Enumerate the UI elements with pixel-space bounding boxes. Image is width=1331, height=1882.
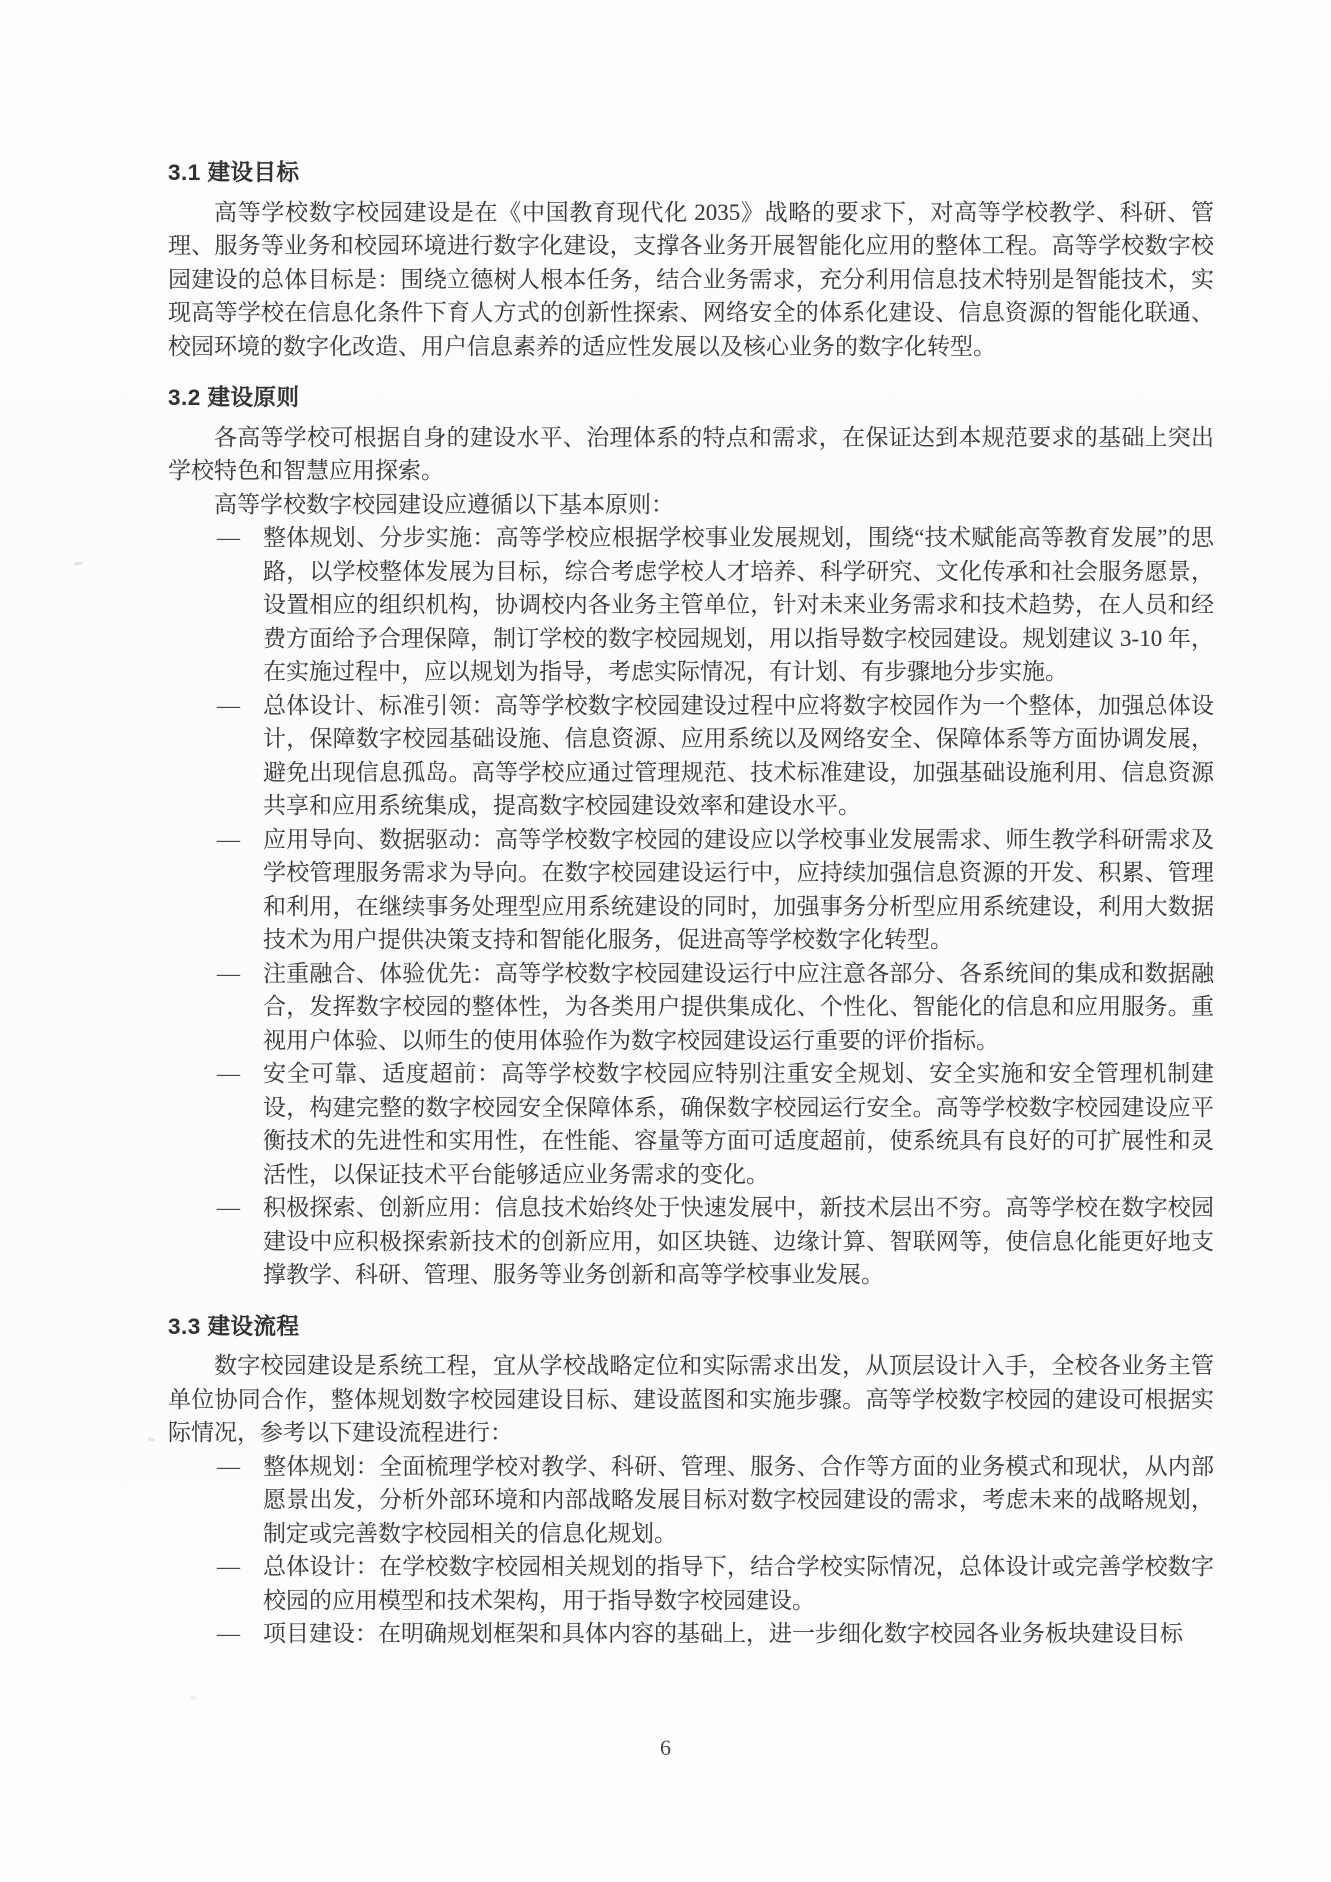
page-content — [168, 156, 1214, 1651]
bullet-item — [168, 689, 1214, 823]
principles-bullet-list — [168, 521, 1214, 1292]
body-paragraph: 高等学校数字校园建设是在《中国教育现代化 2035》战略的要求下，对高等学校教学、科研、管理、服务等业务和校园环境进行数字化建设，支撑各业务开展智能化应用的整体工程。高等学校数字校园建设的总体目标是：围绕立德树人根本任务，结合业务需求，充分利用信息技术特别是智能技术，实现高等学校在信息化条件下育人方式的创新性探索、网络安全的体系化建设、信息资源的智能化联通、校园环境的数字化改造、用户信息素养的适应性发展以及核心业务的数字化转型。 — [168, 199, 1214, 359]
bullet-item — [168, 1617, 1214, 1651]
bullet-dash-marker: — — [217, 525, 240, 550]
section-heading: 3.2 建设原则 — [168, 385, 300, 410]
bullet-text: 注重融合、体验优先：高等学校数字校园建设运行中应注意各部分、各系统间的集成和数据融合，发挥数字校园的整体性，为各类用户提供集成化、个性化、智能化的信息和应用服务。重视用户体验、以师生的使用体验作为数字校园建设运行重要的评价指标。 — [263, 960, 1214, 1053]
scan-artifact — [190, 1696, 196, 1700]
section-heading: 3.1 建设目标 — [168, 160, 300, 185]
page-number: 6 — [660, 1735, 671, 1760]
bullet-dash-marker: — — [217, 1195, 240, 1220]
bullet-item — [168, 823, 1214, 957]
body-paragraph: 高等学校数字校园建设应遵循以下基本原则： — [214, 491, 674, 517]
bullet-item — [168, 1550, 1214, 1617]
scan-artifact — [148, 1437, 155, 1441]
bullet-dash-marker: — — [217, 1554, 240, 1579]
bullet-text: 项目建设：在明确规划框架和具体内容的基础上，进一步细化数字校园各业务板块建设目标 — [263, 1621, 1183, 1646]
bullet-text: 应用导向、数据驱动：高等学校数字校园的建设应以学校事业发展需求、师生教学科研需求及学校管理服务需求为导向。在数字校园建设运行中，应持续加强信息资源的开发、积累、管理和利用，在继续事务处理型应用系统建设的同时，加强事务分析型应用系统建设，利用大数据技术为用户提供决策支持和智能化服务，促进高等学校数字化转型。 — [263, 826, 1214, 952]
bullet-dash-marker: — — [217, 1621, 240, 1646]
bullet-text: 整体规划：全面梳理学校对教学、科研、管理、服务、合作等方面的业务模式和现状，从内部愿景出发，分析外部环境和内部战略发展目标对数字校园建设的需求，考虑未来的战略规划，制定或完善数字校园相关的信息化规划。 — [263, 1453, 1214, 1546]
bullet-item — [168, 521, 1214, 689]
section-construction-goals — [168, 156, 1214, 363]
body-paragraph: 各高等学校可根据自身的建设水平、治理体系的特点和需求，在保证达到本规范要求的基础上突出学校特色和智慧应用探索。 — [168, 424, 1214, 483]
bullet-item — [168, 1191, 1214, 1292]
bullet-text: 安全可靠、适度超前：高等学校数字校园应特别注重安全规划、安全实施和安全管理机制建设，构建完整的数字校园安全保障体系，确保数字校园运行安全。高等学校数字校园建设应平衡技术的先进性和实用性，在性能、容量等方面可适度超前，使系统具有良好的可扩展性和灵活性，以保证技术平台能够适应业务需求的变化。 — [263, 1061, 1214, 1187]
section-construction-principles — [168, 381, 1214, 1292]
bullet-dash-marker: — — [217, 692, 240, 718]
bullet-dash-marker: — — [217, 960, 240, 986]
bullet-item — [168, 1057, 1214, 1191]
body-paragraph: 数字校园建设是系统工程，宜从学校战略定位和实际需求出发，从顶层设计入手，全校各业务主管单位协同合作，整体规划数字校园建设目标、建设蓝图和实施步骤。高等学校数字校园的建设可根据实际情况，参考以下建设流程进行： — [168, 1353, 1214, 1445]
bullet-item — [168, 957, 1214, 1058]
bullet-text: 总体设计：在学校数字校园相关规划的指导下，结合学校实际情况，总体设计或完善学校数字校园的应用模型和技术架构，用于指导数字校园建设。 — [263, 1554, 1214, 1613]
process-bullet-list — [168, 1450, 1214, 1651]
section-heading: 3.3 建设流程 — [168, 1313, 300, 1339]
bullet-dash-marker: — — [217, 1453, 240, 1479]
bullet-dash-marker: — — [217, 826, 240, 852]
section-construction-process — [168, 1310, 1214, 1651]
bullet-item — [168, 1450, 1214, 1551]
scan-artifact — [74, 561, 83, 565]
bullet-text: 整体规划、分步实施：高等学校应根据学校事业发展规划，围绕“技术赋能高等教育发展”的思路，以学校整体发展为目标，综合考虑学校人才培养、科学研究、文化传承和社会服务愿景，设置相应的组织机构，协调校内各业务主管单位，针对未来业务需求和技术趋势，在人员和经费方面给予合理保障，制订学校的数字校园规划，用以指导数字校园建设。规划建议 3-10 年，在实施过程中，应以规划为指导，考虑实际情况，有计划、有步骤地分步实施。 — [263, 525, 1214, 684]
bullet-text: 积极探索、创新应用：信息技术始终处于快速发展中，新技术层出不穷。高等学校在数字校园建设中应积极探索新技术的创新应用，如区块链、边缘计算、智联网等，使信息化能更好地支撑教学、科研、管理、服务等业务创新和高等学校事业发展。 — [263, 1195, 1214, 1287]
bullet-dash-marker: — — [217, 1061, 240, 1086]
bullet-text: 总体设计、标准引领：高等学校数字校园建设过程中应将数字校园作为一个整体，加强总体设计，保障数字校园基础设施、信息资源、应用系统以及网络安全、保障体系等方面协调发展，避免出现信息孤岛。高等学校应通过管理规范、技术标准建设，加强基础设施利用、信息资源共享和应用系统集成，提高数字校园建设效率和建设水平。 — [263, 692, 1214, 818]
